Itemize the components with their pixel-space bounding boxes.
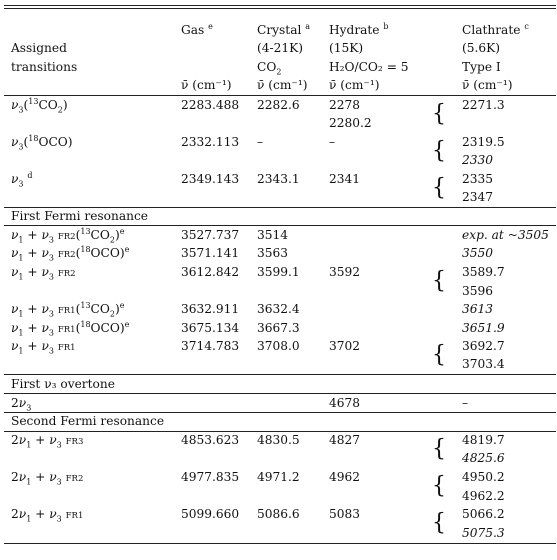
brace-icon: { — [432, 137, 446, 164]
header-rule — [4, 95, 556, 96]
header-crystal: Crystal $^a$ — [257, 21, 311, 37]
cell-crystal: 5086.6 — [257, 507, 300, 521]
cell-clathrate: 3651.9 — [462, 321, 505, 335]
cell-clathrate: 2271.3 — [462, 98, 505, 112]
header-hydrate-ratio: H₂O/CO₂ = 5 — [329, 60, 409, 74]
row-label: $2\nu_1 + \nu_3$ FR1 — [11, 507, 84, 524]
header-hydrate-unit: ν̄ (cm⁻¹) — [329, 78, 380, 92]
header-clathrate-unit: ν̄ (cm⁻¹) — [462, 78, 513, 92]
cell-clathrate: 3613 — [462, 302, 494, 316]
brace-icon: { — [432, 509, 446, 536]
row-label: $\nu_1 + \nu_3$ $FR2(^{13}CO_2)^e$ — [11, 226, 125, 245]
cell-hydrate: 3592 — [329, 265, 361, 279]
cell-gas: 3527.737 — [181, 228, 240, 242]
cell-crystal: 3667.3 — [257, 321, 300, 335]
cell-hydrate: 2278 — [329, 98, 361, 112]
row-label: $\nu_1 + \nu_3$ $FR1(^{13}CO_2)^e$ — [11, 300, 125, 319]
cell-hydrate: 3702 — [329, 339, 361, 353]
brace-icon: { — [432, 267, 446, 294]
cell-clathrate: 2319.5 — [462, 135, 505, 149]
top-rule — [4, 5, 556, 6]
cell-gas: 2349.143 — [181, 172, 240, 186]
header-gas: Gas $^e$ — [181, 21, 213, 37]
cell-clathrate: 2330 — [462, 153, 494, 167]
cell-clathrate: exp. at ~3505 — [462, 228, 549, 242]
cell-crystal: 3632.4 — [257, 302, 300, 316]
header-clathrate: Clathrate $^c$ — [462, 21, 529, 37]
cell-crystal: 3563 — [257, 246, 289, 260]
header-crystal-range: (4-21K) — [257, 41, 303, 55]
cell-clathrate: 4950.2 — [462, 470, 505, 484]
cell-crystal: 3514 — [257, 228, 289, 242]
section-rule — [4, 374, 556, 375]
cell-clathrate: – — [462, 396, 469, 410]
row-label: $\nu_3(^{13}CO_2)$ — [11, 96, 68, 115]
row-label: $\nu_1 + \nu_3$ $FR1(^{18}OCO)^e$ — [11, 319, 130, 338]
cell-gas: 3612.842 — [181, 265, 240, 279]
cell-clathrate: 2335 — [462, 172, 494, 186]
bottom-rule — [4, 543, 556, 544]
cell-hydrate: 2341 — [329, 172, 361, 186]
header-clathrate-temp: (5.6K) — [462, 41, 500, 55]
cell-clathrate: 3589.7 — [462, 265, 505, 279]
header-hydrate-temp: (15K) — [329, 41, 364, 55]
section-rule — [4, 431, 556, 432]
cell-hydrate: 4678 — [329, 396, 361, 410]
cell-clathrate: 3703.4 — [462, 357, 505, 371]
row-label: $\nu_3$ $^d$ — [11, 170, 33, 189]
cell-crystal: 4830.5 — [257, 433, 300, 447]
cell-gas: 4853.623 — [181, 433, 240, 447]
brace-icon: { — [432, 435, 446, 462]
row-label: $\nu_1 + \nu_3$ $FR2(^{18}OCO)^e$ — [11, 244, 130, 263]
cell-crystal: 2282.6 — [257, 98, 300, 112]
cell-gas: 3714.783 — [181, 339, 240, 353]
brace-icon: { — [432, 341, 446, 368]
cell-gas: 3632.911 — [181, 302, 240, 316]
cell-crystal: 4971.2 — [257, 470, 300, 484]
top-rule-double — [4, 8, 556, 9]
cell-crystal: – — [257, 135, 264, 149]
section-first-fermi: First Fermi resonance — [11, 209, 148, 223]
section-rule — [4, 225, 556, 226]
section-rule — [4, 207, 556, 208]
cell-gas: 3675.134 — [181, 321, 240, 335]
cell-clathrate: 4819.7 — [462, 433, 505, 447]
section-first-overtone: First ν₃ overtone — [11, 377, 115, 391]
cell-clathrate: 3692.7 — [462, 339, 505, 353]
header-assigned-2: transitions — [11, 60, 78, 74]
header-crystal-species: $CO_2$ — [257, 60, 282, 77]
cell-clathrate: 3596 — [462, 284, 494, 298]
cell-gas: 4977.835 — [181, 470, 240, 484]
cell-hydrate: 4962 — [329, 470, 361, 484]
header-hydrate: Hydrate $^b$ — [329, 21, 389, 37]
cell-gas: 3571.141 — [181, 246, 240, 260]
cell-clathrate: 4825.6 — [462, 451, 505, 465]
brace-icon: { — [432, 174, 446, 201]
cell-clathrate: 4962.2 — [462, 489, 505, 503]
section-rule — [4, 412, 556, 413]
header-clathrate-type: Type I — [462, 60, 501, 74]
section-rule — [4, 393, 556, 394]
row-label: $2\nu_3$ — [11, 396, 32, 413]
cell-hydrate: 5083 — [329, 507, 361, 521]
cell-hydrate: 4827 — [329, 433, 361, 447]
cell-clathrate: 5066.2 — [462, 507, 505, 521]
cell-hydrate: – — [329, 135, 336, 149]
brace-icon: { — [432, 100, 446, 127]
header-assigned-1: Assigned — [11, 41, 67, 55]
row-label: $\nu_1 + \nu_3$ FR2 — [11, 265, 76, 282]
row-label: $2\nu_1 + \nu_3$ FR2 — [11, 470, 84, 487]
row-label: $2\nu_1 + \nu_3$ FR3 — [11, 433, 84, 450]
cell-clathrate: 5075.3 — [462, 526, 505, 540]
cell-clathrate: 2347 — [462, 190, 494, 204]
cell-gas: 5099.660 — [181, 507, 240, 521]
cell-crystal: 2343.1 — [257, 172, 300, 186]
cell-gas: 2283.488 — [181, 98, 240, 112]
header-crystal-unit: ν̄ (cm⁻¹) — [257, 78, 308, 92]
row-label: $\nu_3(^{18}OCO)$ — [11, 133, 73, 152]
cell-crystal: 3599.1 — [257, 265, 300, 279]
brace-icon: { — [432, 472, 446, 499]
cell-gas: 2332.113 — [181, 135, 240, 149]
header-gas-unit: ν̄ (cm⁻¹) — [181, 78, 232, 92]
cell-crystal: 3708.0 — [257, 339, 300, 353]
cell-hydrate: 2280.2 — [329, 116, 372, 130]
row-label: $\nu_1 + \nu_3$ FR1 — [11, 339, 76, 356]
cell-clathrate: 3550 — [462, 246, 494, 260]
section-second-fermi: Second Fermi resonance — [11, 414, 165, 428]
